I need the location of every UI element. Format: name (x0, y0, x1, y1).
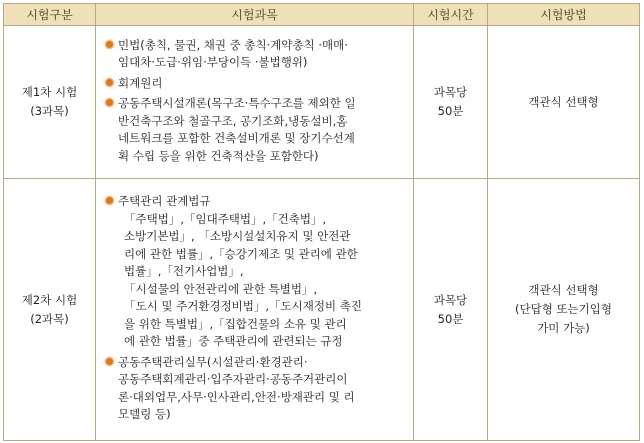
subject-line: 공동주택시설개론(목구조·특수구조를 제외한 일 (118, 96, 356, 111)
header-row (4, 4, 640, 26)
bullet-icon (106, 41, 113, 48)
subject-line: 네트워크를 포함한 건축설비개론 및 장기수선계 (118, 131, 355, 146)
subject-line: 공동주택회계관리·입주자관리·공동주거관리이 (118, 372, 348, 387)
subject-line: 법률」,「전기사업법」, (124, 264, 244, 279)
subject-item (106, 37, 405, 72)
subject-item (106, 193, 405, 351)
subject-count: (3과목) (30, 104, 69, 118)
subject-item (106, 354, 405, 424)
subject-item (106, 95, 405, 165)
table-row (4, 179, 640, 441)
time-value: 50분 (437, 311, 464, 326)
subject-line: 소방기본법」, 「소방시설설치유지 및 안전관 (124, 229, 351, 244)
bullet-icon (106, 79, 113, 86)
time-cell (414, 179, 488, 441)
subject-line: 획 수립 등을 위한 건축적산을 포함한다) (118, 148, 319, 163)
subject-line: 주택관리 관계법규 (118, 194, 211, 209)
subject-line: 민법(총칙, 물권, 채권 중 총칙·계약총칙 ·매매· (118, 37, 348, 52)
subject-line: 「주택법」,「임대주택법」,「건축법」, (124, 211, 327, 226)
round-cell (4, 26, 96, 179)
time-cell (414, 26, 488, 179)
subject-line: 모델링 등) (118, 407, 171, 422)
header-category: 시험구분 (4, 4, 96, 26)
round-cell (4, 179, 96, 441)
method-text: (단답형 또는기입형 (514, 302, 612, 316)
method-cell (488, 26, 640, 179)
subject-item (106, 75, 405, 93)
subject-line: 회계원리 (118, 75, 163, 90)
subject-line: 에 관한 법률」중 주택관리에 관련되는 규정 (124, 334, 343, 349)
subject-line: 임대차·도급·위임·부당이득 ·불법행위) (118, 55, 308, 70)
subject-line: 공동주택관리실무(시설관리·환경관리· (118, 354, 308, 369)
time-value: 50분 (437, 104, 464, 118)
subjects-cell (96, 26, 414, 179)
method-text: 가미 가능) (537, 321, 590, 335)
exam-table (3, 3, 640, 441)
time-label: 과목당 (433, 85, 468, 99)
header-time: 시험시간 (414, 4, 488, 26)
bullet-icon (106, 99, 113, 106)
subject-line: 론·대외업무,사무·인사관리,안전·방재관리 및 리 (118, 389, 355, 404)
method-cell (488, 179, 640, 441)
subject-line: 「시설물의 안전관리에 관한 특별법」, (124, 281, 318, 296)
subject-count: (2과목) (30, 311, 69, 326)
subject-line: 「도시 및 주거환경정비법」,「도시재정비 촉진 (124, 299, 362, 314)
subject-line: 리에 관한 법률」,「승강기제조 및 관리에 관한 (124, 246, 358, 261)
header-method: 시험방법 (488, 4, 640, 26)
round-label: 제1차 시험 (21, 85, 78, 99)
bullet-icon (106, 358, 113, 365)
round-label: 제2차 시험 (21, 292, 78, 307)
bullet-icon (106, 197, 113, 204)
table-row (4, 26, 640, 179)
subjects-cell (96, 179, 414, 441)
header-subjects: 시험과목 (96, 4, 414, 26)
method-text: 객관식 선택형 (528, 94, 599, 109)
subject-line: 을 위한 특별법」,「집합건물의 소유 및 관리 (124, 316, 347, 331)
subject-line: 반건축구조와 철골구조, 공기조화,냉동설비,홈 (118, 113, 348, 128)
method-text: 객관식 선택형 (528, 283, 599, 297)
time-label: 과목당 (433, 292, 468, 307)
